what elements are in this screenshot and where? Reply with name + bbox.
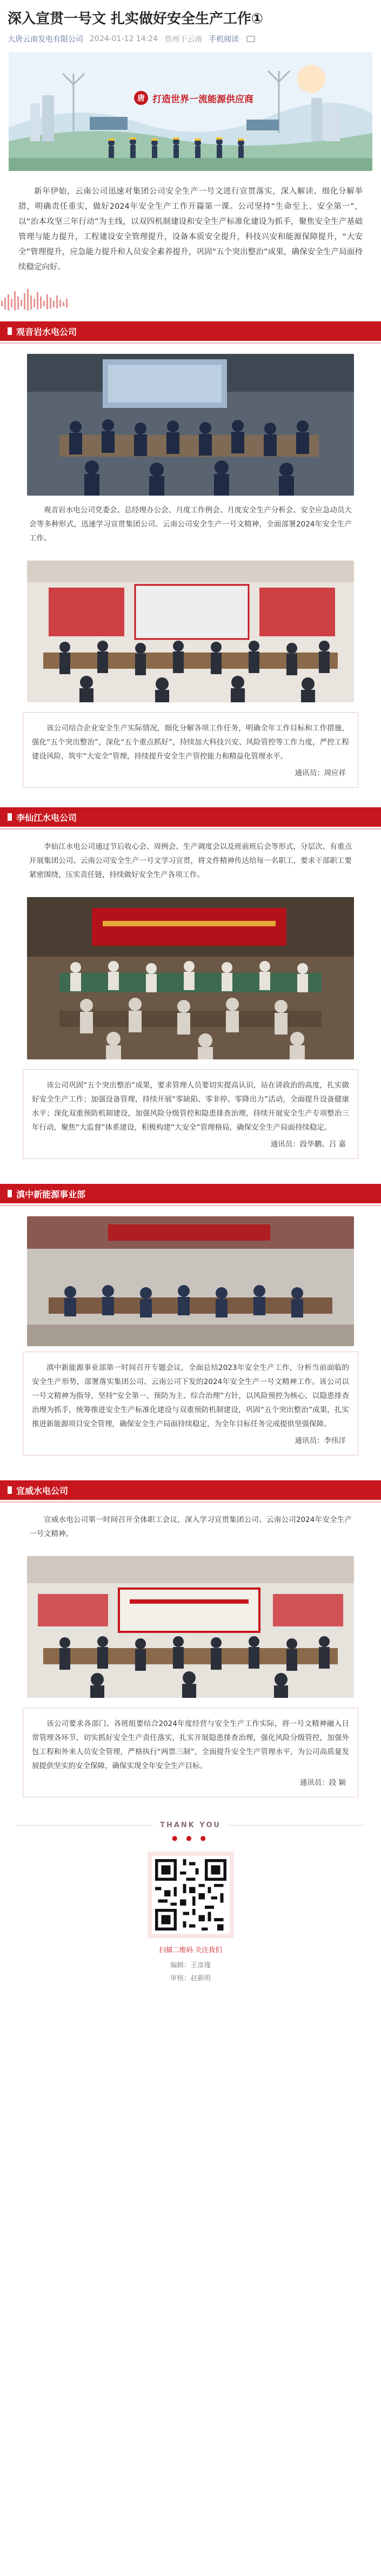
section-paragraph: 该公司结合企业安全生产实际情况，细化分解各项工作任务，明确全年工作目标和工作措施，强化“五个突出整治”，深化“五个重点抓好”，持续加大科技兴安、风险管控等工作力度，严控工程建设风险，筑牢“大安全”管理，持续提升安全生产管控能力和精益化管理水平。 bbox=[32, 724, 349, 761]
article-author-tag: 贵州于云南 bbox=[164, 35, 203, 44]
section-paragraph: 该公司巩固“五个突出整治”成果，要求管理人员要切实提高认识，站在讲政治的高度，扎实做好安全生产工作；加强设备管理，持续开展“零缺陷、零非停、零降出力”活动，全面提升设备健康水平；深化双重预防机制建设，加强风险分级管控和隐患排查治理，持续开展安全生产专项整治三年行动，聚焦“大监督”体系建设，积极构建“大安全”管理格局，确保安全生产局面持续稳定。 bbox=[32, 1081, 349, 1132]
section-header-xuanwei bbox=[0, 1480, 381, 1500]
article-title: 深入宣贯一号文 扎实做好安全生产工作① bbox=[8, 11, 264, 27]
section-marker-icon bbox=[8, 327, 12, 335]
section-title: 李仙江水电公司 bbox=[16, 812, 77, 823]
photo-meeting-room-1 bbox=[27, 354, 354, 496]
header-banner bbox=[9, 52, 372, 171]
reporter-credit: 通讯员：段华鹏、吕 嘉 bbox=[270, 1140, 346, 1149]
reviewer-credit: 审核：赵新明 bbox=[170, 1974, 211, 1982]
article-datetime: 2024-01-12 14:24 bbox=[90, 35, 158, 43]
article-source-link[interactable]: 大唐云南发电有限公司 bbox=[8, 35, 83, 44]
section-paragraph: 该公司要求各部门、各班组要结合2024年度经营与安全生产工作实际，将一号文精神融入日常管理各环节，切实抓好安全生产责任落实，扎实开展隐患排查治理，强化风险分级管控，加强外包工程和外来人员安全管理，严格执行“两票三制”，全面提升安全生产管理水平，为公司高质量发展提供坚实的安全保障，确保实现全年安全生产目标。 bbox=[32, 1719, 349, 1770]
section-title: 观音岩水电公司 bbox=[16, 326, 77, 337]
banner-illustration bbox=[9, 52, 372, 171]
section-summary-box bbox=[23, 1069, 358, 1159]
photo-newenergy-meeting bbox=[27, 1216, 354, 1346]
section-header-guanyinyan bbox=[0, 321, 381, 341]
qr-code-icon bbox=[152, 1856, 230, 1934]
section-title: 宣威水电公司 bbox=[16, 1485, 69, 1496]
image-icon bbox=[246, 36, 255, 42]
thank-you-text: THANK YOU bbox=[160, 1821, 221, 1829]
photo-xuanwei-meeting bbox=[27, 1556, 354, 1698]
section-marker-icon bbox=[8, 813, 12, 821]
section-paragraph: 李仙江水电公司通过节后收心会、周例会、生产调度会以及班前班后会等形式，分层次、有重点开展集团公司、云南公司安全生产一号文学习宣贯，将文件精神传达给每一名职工，要求干部职工要紧密围绕，压实责任链，持续做好安全生产各项工作。 bbox=[29, 842, 352, 879]
company-logo-icon: 唐 bbox=[134, 91, 148, 105]
reporter-credit: 通讯员：李伟洋 bbox=[295, 1437, 346, 1445]
footer-divider bbox=[16, 1819, 365, 1831]
decorative-dots: ● ● ● bbox=[171, 1834, 210, 1842]
divider-line bbox=[228, 1825, 365, 1826]
reporter-credit: 通讯员：周应祥 bbox=[295, 769, 346, 778]
qr-caption: 扫描二维码 关注我们 bbox=[159, 1946, 222, 1954]
section-title: 滇中新能源事业部 bbox=[16, 1189, 86, 1200]
section-summary-box bbox=[23, 1708, 358, 1797]
mobile-read-link[interactable]: 手机阅读 bbox=[209, 35, 239, 44]
article-meta bbox=[0, 34, 381, 52]
qr-code[interactable] bbox=[148, 1852, 234, 1938]
section-paragraph: 观音岩水电公司党委会、总经理办公会、月度工作例会、月度安全生产分析会、安全应急动员大会等多种形式，迅速学习宣贯集团公司、云南公司安全生产一号文精神，全面部署2024年安全生产工作。 bbox=[29, 506, 352, 543]
editor-credit: 编辑：王彦瑾 bbox=[170, 1961, 211, 1969]
section-paragraph: 滇中新能源事业部第一时间召开专题会议，全面总结2023年安全生产工作，分析当前面临的安全生产形势，部署落实集团公司、云南公司下发的2024年安全生产一号文精神工作。该公司以一号文精神为指导，坚持“安全第一、预防为主、综合治理”方针，以风险预控为核心，以隐患排查治理为抓手，统筹推进安全生产标准化建设与双重预防机制建设，巩固“五个突出整治”成果，扎实推进新能源项目安全管理，确保安全生产局面持续稳定，为全年目标任务完成提供坚强保障。 bbox=[32, 1363, 349, 1428]
sound-wave-decoration bbox=[0, 285, 70, 312]
section-header-dianzhong bbox=[0, 1184, 381, 1203]
divider-line bbox=[16, 1825, 153, 1826]
section-header-lixianjiang bbox=[0, 807, 381, 827]
section-summary-box bbox=[23, 1352, 358, 1455]
photo-meeting-room-2 bbox=[27, 561, 354, 702]
section-summary-box bbox=[23, 712, 358, 788]
reporter-credit: 通讯员：段 颖 bbox=[299, 1778, 346, 1787]
section-marker-icon bbox=[8, 1190, 12, 1197]
section-marker-icon bbox=[8, 1486, 12, 1494]
section-paragraph: 宣威水电公司第一时间召开全体职工会议，深入学习宣贯集团公司、云南公司2024年安全生产一号文精神。 bbox=[29, 1516, 352, 1538]
intro-paragraph: 新年伊始，云南公司迅速对集团公司安全生产一号文进行宣贯落实，深入解读、细化分解举措，明确责任重实，做好2024年安全生产工作开篇第一课。公司坚持“生命至上、安全第一”，以“治本攻坚三年行动”为主线，以双四机制建设和安全生产标准化建设为抓手，聚焦安全生产基础管理与能力提升，工程建设安全管理提升，设备本质安全提升，科技兴安和能源保障提升，“大安全”管理提升，应急能力提升和人员安全素养提升，巩固“五个突出整治”成果，确保安全生产局面持续稳定向好。 bbox=[18, 187, 363, 272]
banner-logo bbox=[134, 91, 253, 105]
banner-slogan: 打造世界一流能源供应商 bbox=[152, 94, 253, 105]
photo-safety-meeting bbox=[27, 897, 354, 1059]
